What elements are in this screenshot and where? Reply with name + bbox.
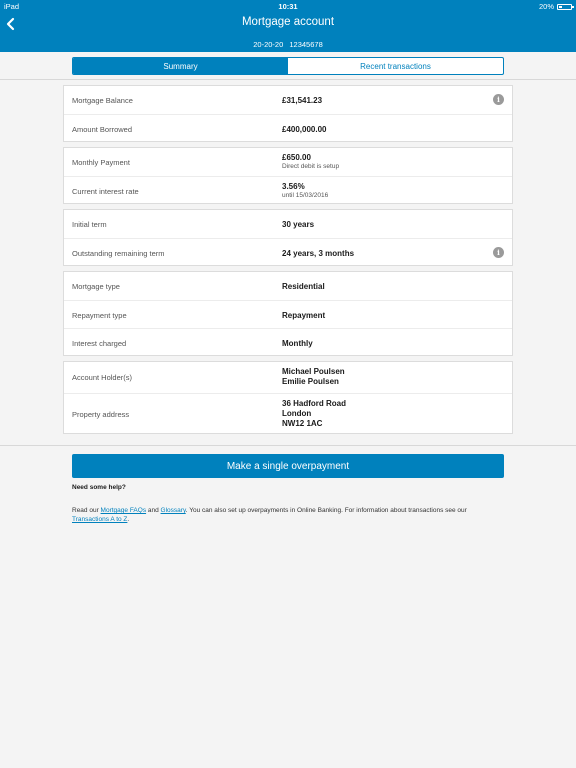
battery-status <box>539 2 572 11</box>
top-divider <box>0 79 576 80</box>
interest-charged-label: Interest charged <box>72 339 127 348</box>
info-icon[interactable]: i <box>493 94 504 105</box>
help-text-part: and <box>146 507 161 514</box>
address-line: London <box>282 409 312 418</box>
help-text-part: . You can also set up overpayments in Online Banking. For information about transactions see our <box>185 507 467 514</box>
remaining-term-row <box>64 238 512 267</box>
battery-icon <box>557 4 572 10</box>
account-number: 12345678 <box>289 40 323 49</box>
direct-debit-note: Direct debit is setup <box>282 163 340 170</box>
mortgage-balance-value: £31,541.23 <box>282 96 323 105</box>
mortgage-type-row <box>64 272 512 300</box>
interest-charged-row <box>64 328 512 357</box>
mortgage-type-value: Residential <box>282 282 325 291</box>
help-text-part: Read our <box>72 507 101 514</box>
repayment-type-label: Repayment type <box>72 311 127 320</box>
amount-borrowed-row <box>64 114 512 143</box>
status-bar <box>0 0 576 12</box>
interest-charged-value: Monthly <box>282 339 313 348</box>
property-address-value <box>282 399 346 429</box>
interest-rate-value <box>282 182 328 199</box>
initial-term-row <box>64 210 512 238</box>
tab-recent-transactions[interactable]: Recent transactions <box>360 61 431 71</box>
remaining-term-label: Outstanding remaining term <box>72 249 165 258</box>
glossary-link[interactable]: Glossary <box>160 507 186 514</box>
initial-term-label: Initial term <box>72 220 107 229</box>
account-holders-value <box>282 367 345 387</box>
monthly-payment-row <box>64 148 512 176</box>
remaining-term-value: 24 years, 3 months <box>282 249 355 258</box>
transactions-a-to-z-link[interactable]: Transactions A to Z <box>72 516 128 523</box>
help-text <box>72 506 504 524</box>
bottom-divider <box>0 445 576 446</box>
account-holders-label: Account Holder(s) <box>72 373 133 382</box>
interest-rate-amount: 3.56% <box>282 182 305 191</box>
help-title: Need some help? <box>72 484 126 491</box>
account-holders-row <box>64 362 512 393</box>
tab-summary[interactable]: Summary <box>73 58 288 74</box>
term-card <box>63 209 513 266</box>
help-text-part: . <box>127 516 130 523</box>
monthly-payment-value <box>282 153 339 170</box>
mortgage-type-card <box>63 271 513 356</box>
balance-card <box>63 85 513 142</box>
address-line: 36 Hadford Road <box>282 399 347 408</box>
repayment-type-value: Repayment <box>282 311 326 320</box>
holder-name: Emilie Poulsen <box>282 377 339 386</box>
repayment-type-row <box>64 300 512 329</box>
account-identifier <box>0 40 576 49</box>
holder-name: Michael Poulsen <box>282 367 345 376</box>
sort-code: 20-20-20 <box>253 40 284 49</box>
monthly-payment-label: Monthly Payment <box>72 158 130 167</box>
address-line: NW12 1AC <box>282 419 323 428</box>
payment-card <box>63 147 513 204</box>
clock: 10:31 <box>278 2 298 11</box>
monthly-payment-amount: £650.00 <box>282 153 311 162</box>
amount-borrowed-value: £400,000.00 <box>282 125 327 134</box>
holders-card <box>63 361 513 434</box>
make-overpayment-button[interactable]: Make a single overpayment <box>72 454 504 478</box>
interest-rate-label: Current interest rate <box>72 187 139 196</box>
interest-rate-row <box>64 176 512 205</box>
info-icon[interactable]: i <box>493 247 504 258</box>
tab-bar <box>72 57 504 75</box>
property-address-label: Property address <box>72 410 130 419</box>
property-address-row <box>64 393 512 435</box>
mortgage-faqs-link[interactable]: Mortgage FAQs <box>100 507 147 514</box>
page-title: Mortgage account <box>241 16 335 28</box>
mortgage-balance-row <box>64 86 512 114</box>
header-bar <box>0 0 576 52</box>
carrier-label: iPad <box>4 2 20 11</box>
mortgage-type-label: Mortgage type <box>72 282 120 291</box>
battery-percent: 20% <box>538 2 554 11</box>
interest-rate-until: until 15/03/2016 <box>282 192 329 199</box>
amount-borrowed-label: Amount Borrowed <box>72 125 133 134</box>
initial-term-value: 30 years <box>282 220 315 229</box>
mortgage-balance-label: Mortgage Balance <box>72 96 133 105</box>
